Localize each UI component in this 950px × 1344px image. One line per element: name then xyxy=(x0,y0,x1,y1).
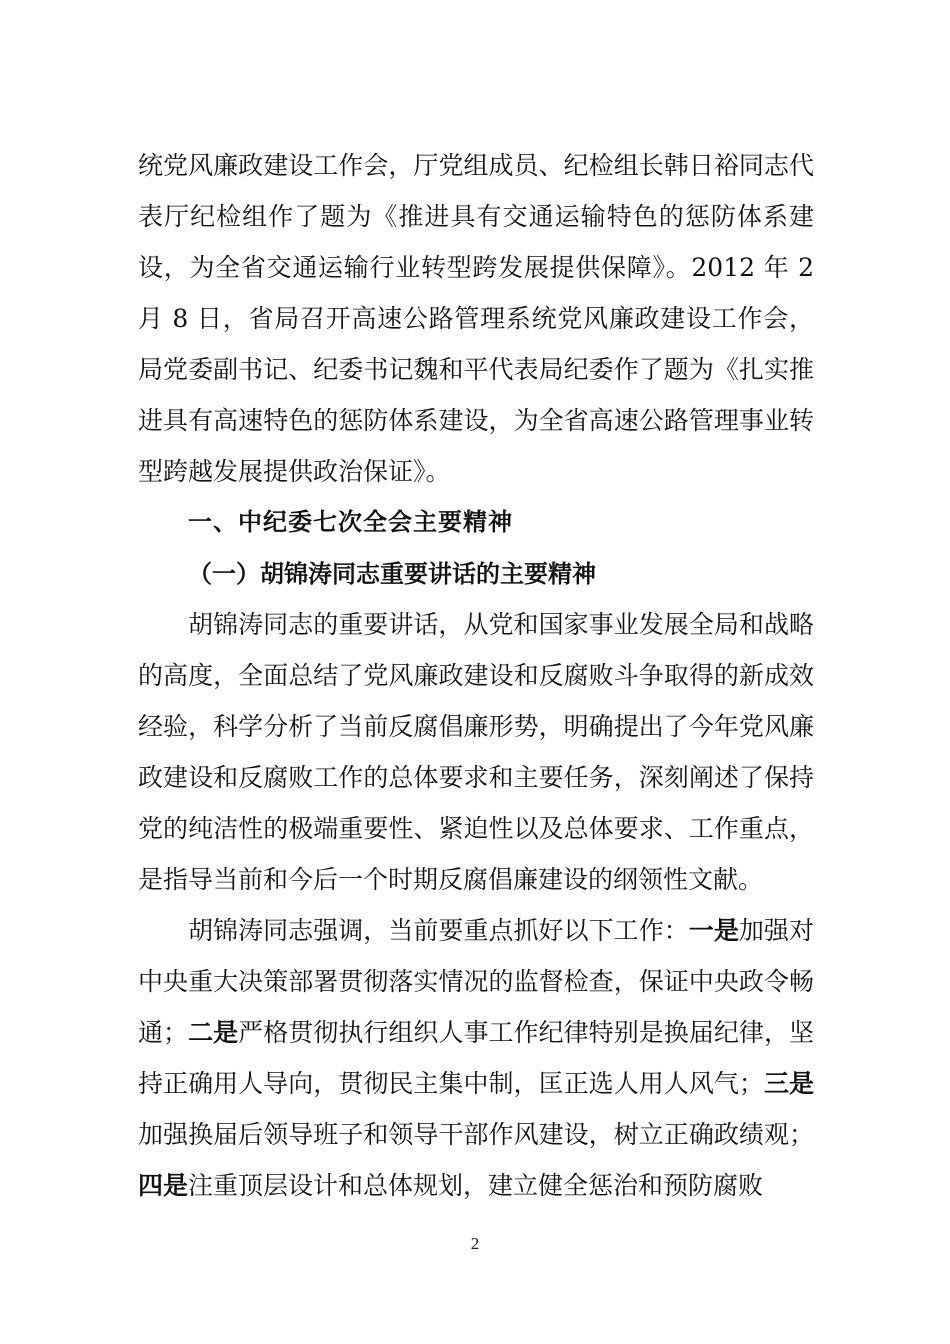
task-label-2: 二是 xyxy=(188,1018,239,1047)
task-label-3: 三是 xyxy=(763,1069,814,1098)
paragraph-continued: 统党风廉政建设工作会，厅党组成员、纪检组长韩日裕同志代表厅纪检组作了题为《推进具有交通运输特色的惩防体系建设，为全省交通运输行业转型跨发展提供保障》。2012 年 2 月 8 日，省局召开高速公路管理系统党风廉政建设工作会，局党委副书记、纪委书记魏和平代表局纪委作了题为《扎实推进具有高速特色的惩防体系建设，为全省高速公路管理事业转型跨越发展提供政治保证》。 xyxy=(138,151,814,486)
task-label-1: 一是 xyxy=(688,916,739,945)
paragraph-key-tasks xyxy=(138,905,814,1211)
task-text-3: 加强换届后领导班子和领导干部作风建设，树立正确政绩观； xyxy=(138,1120,814,1149)
document-body xyxy=(138,140,814,1211)
task-label-4: 四是 xyxy=(138,1171,189,1200)
subsection-heading: （一）胡锦涛同志重要讲话的主要精神 xyxy=(188,559,596,588)
key-tasks-intro: 胡锦涛同志强调，当前要重点抓好以下工作： xyxy=(188,916,689,945)
section-heading: 一、中纪委七次全会主要精神 xyxy=(188,508,513,536)
task-text-2: 严格贯彻执行组织人事工作纪律特别是换届纪律，坚持正确用人导向，贯彻民主集中制，匡正选人用人风气； xyxy=(138,1018,814,1098)
task-text-4: 注重顶层设计和总体规划，建立健全惩治和预防腐败 xyxy=(188,1171,764,1200)
paragraph-speech-summary: 胡锦涛同志的重要讲话，从党和国家事业发展全局和战略的高度，全面总结了党风廉政建设和反腐败斗争取得的新成效经验，科学分析了当前反腐倡廉形势，明确提出了今年党风廉政建设和反腐败工作的总体要求和主要任务，深刻阐述了保持党的纯洁性的极端重要性、紧迫性以及总体要求、工作重点，是指导当前和今后一个时期反腐倡廉建设的纲领性文献。 xyxy=(138,610,814,894)
page-number: 2 xyxy=(470,1234,480,1253)
task-text-1: 加强对中央重大决策部署贯彻落实情况的监督检查，保证中央政令畅通； xyxy=(138,916,814,1047)
